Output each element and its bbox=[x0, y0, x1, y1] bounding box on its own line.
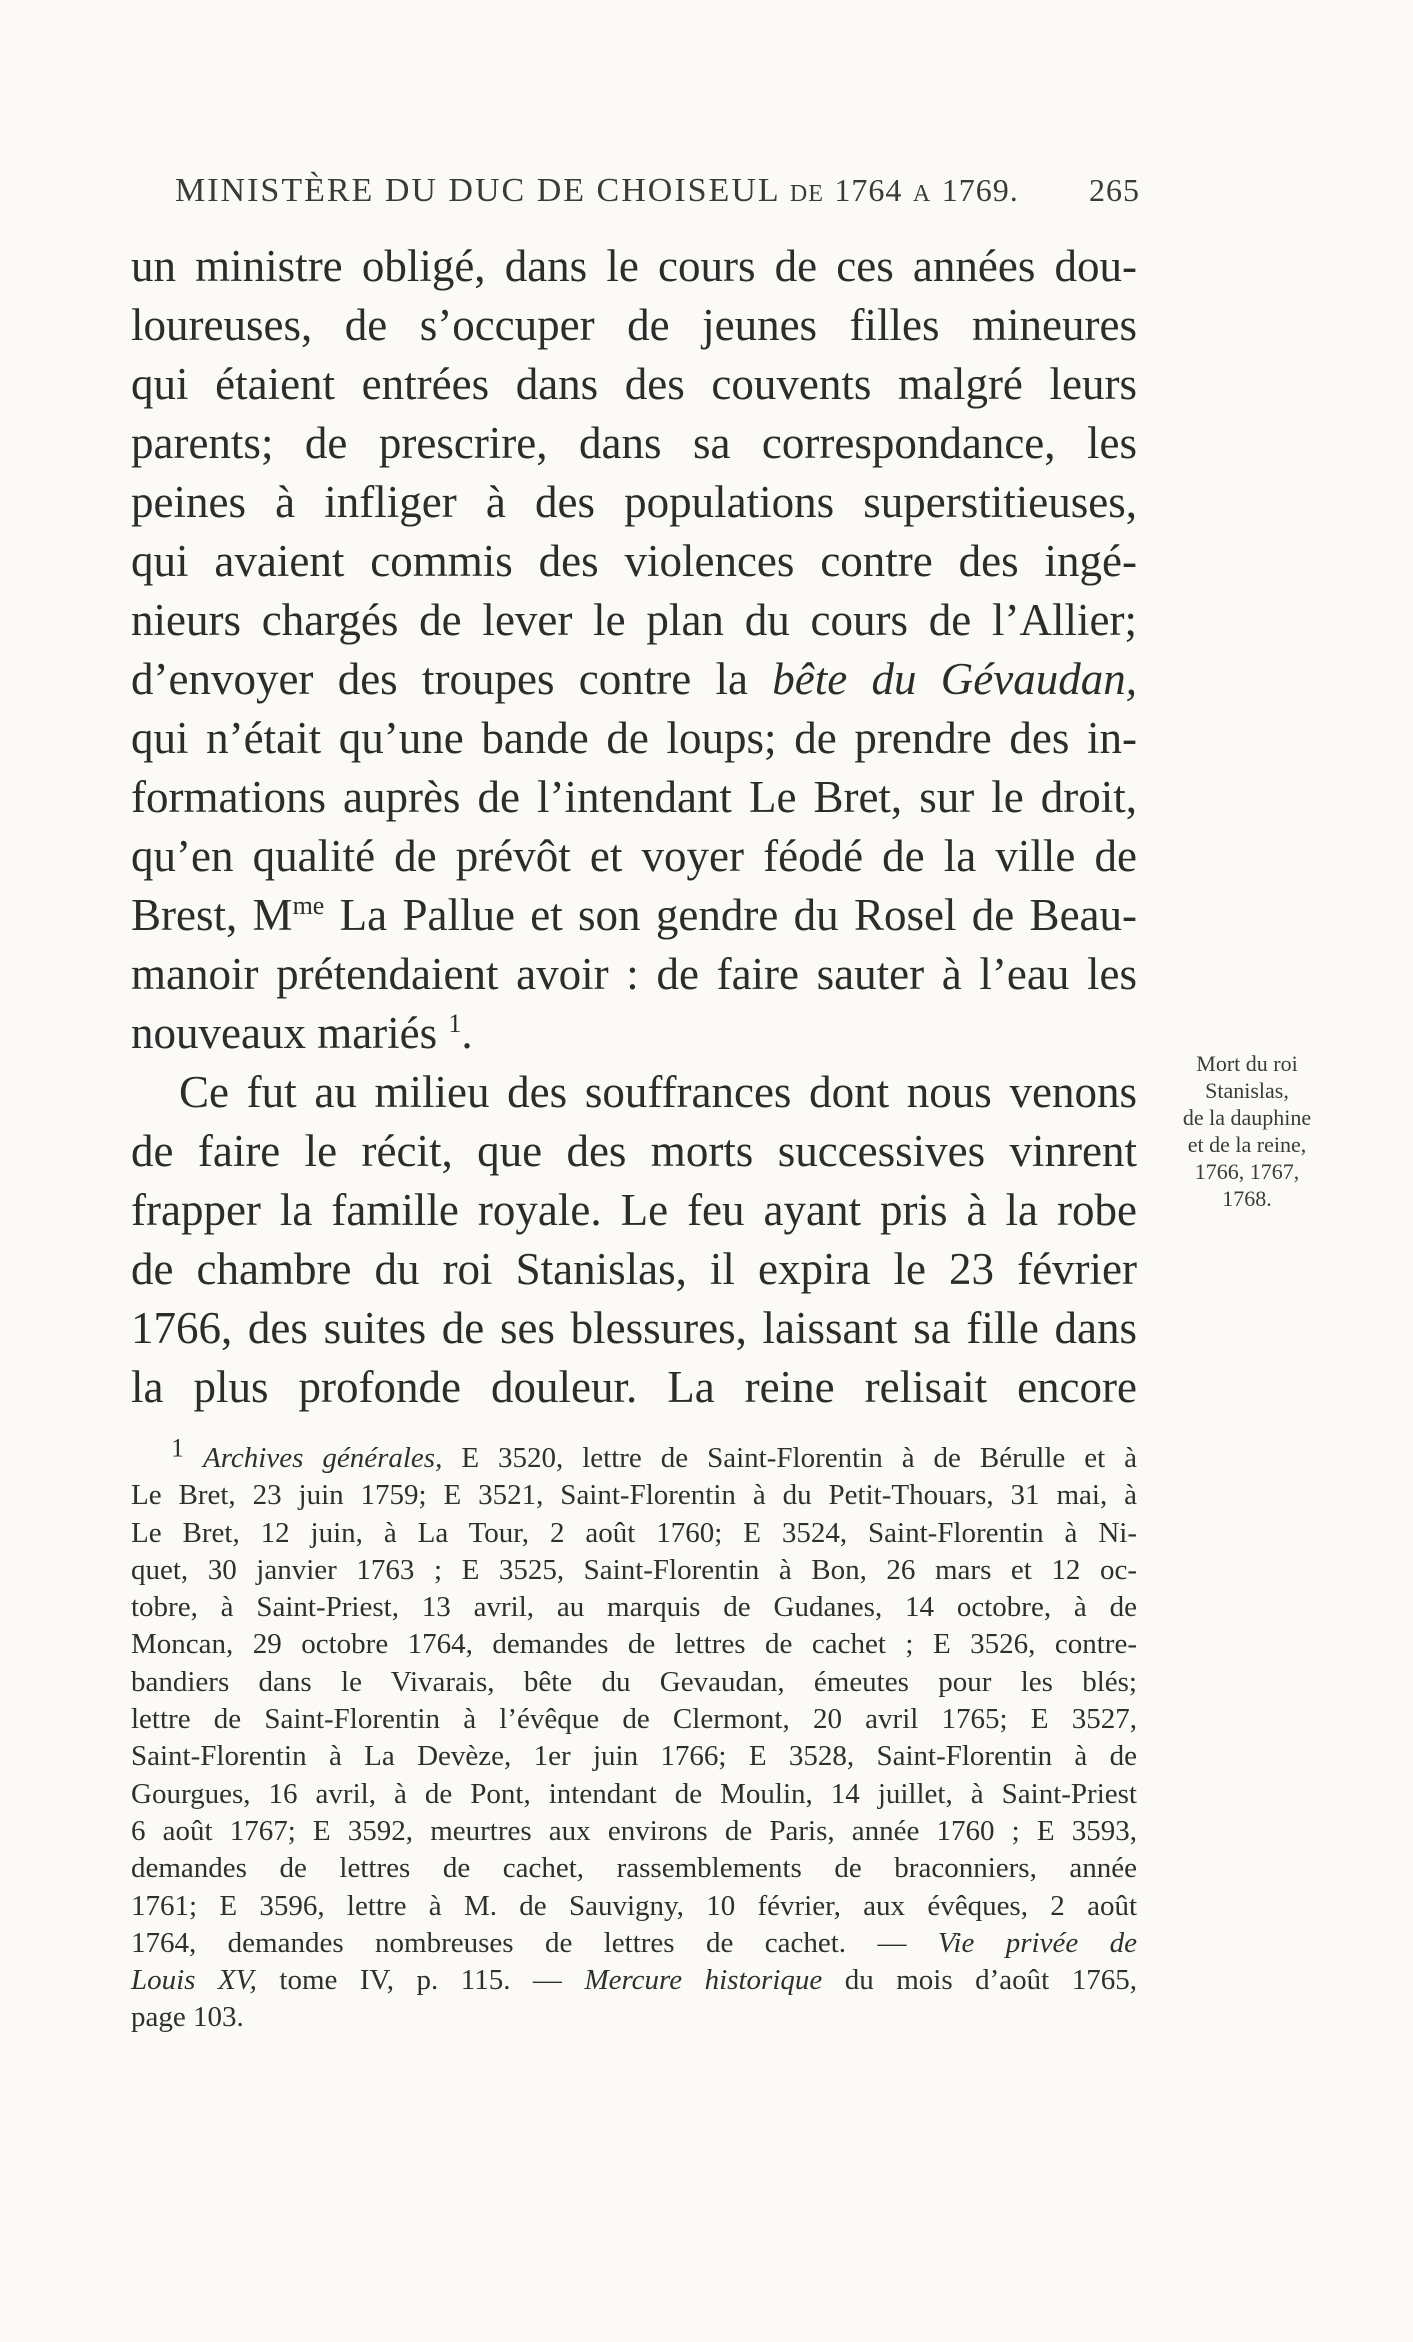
body-line: un ministre obligé, dans le cours de ces années dou- bbox=[131, 241, 1137, 291]
footnote-line bbox=[131, 1925, 1137, 1962]
margin-note bbox=[1152, 1050, 1342, 1212]
page-number: 265 bbox=[1089, 172, 1140, 208]
body-line: formations auprès de l’intendant Le Bret, sur le droit, bbox=[131, 772, 1137, 822]
footnote-line: tobre, à Saint-Priest, 13 avril, au marquis de Gudanes, 14 octobre, à de bbox=[131, 1591, 1137, 1624]
body-text bbox=[131, 237, 1137, 1417]
body-line bbox=[131, 886, 1137, 945]
body-line: qui avaient commis des violences contre des ingé- bbox=[131, 536, 1137, 586]
body-line: loureuses, de s’occuper de jeunes filles mineures bbox=[131, 300, 1137, 350]
paragraph-line: Ce fut au milieu des souffrances dont nous venons bbox=[179, 1067, 1137, 1117]
footnote-text-segment: 1764, demandes nombreuses de lettres de cachet. — bbox=[131, 1926, 938, 1959]
body-text-segment: d’envoyer des troupes contre la bbox=[131, 654, 773, 704]
header-date-start: 1764 bbox=[834, 172, 903, 208]
footnote-text-segment: tome IV, p. 115. — bbox=[256, 1964, 585, 1997]
body-line: peines à infliger à des populations superstitieuses, bbox=[131, 477, 1137, 527]
header-title bbox=[175, 172, 1019, 210]
footnote-line: demandes de lettres de cachet, rassemblements de braconniers, année bbox=[131, 1852, 1137, 1885]
body-line: qu’en qualité de prévôt et voyer féodé de la ville de bbox=[131, 831, 1137, 881]
footnote-text-segment: E 3520, lettre de Saint-Florentin à de Bérulle et à bbox=[442, 1442, 1138, 1474]
paragraph-line: frapper la famille royale. Le feu ayant pris à la robe bbox=[131, 1185, 1137, 1235]
footnote-line: Le Bret, 23 juin 1759; E 3521, Saint-Florentin à du Petit-Thouars, 31 mai, à bbox=[131, 1479, 1137, 1512]
paragraph-line: de faire le récit, que des morts successives vinrent bbox=[131, 1126, 1137, 1176]
body-line: qui étaient entrées dans des couvents malgré leurs bbox=[131, 359, 1137, 409]
body-line: manoir prétendaient avoir : de faire sauter à l’eau les bbox=[131, 949, 1137, 999]
footnote bbox=[131, 1433, 1138, 2037]
footnote-line: lettre de Saint-Florentin à l’évêque de Clermont, 20 avril 1765; E 3527, bbox=[131, 1703, 1137, 1736]
margin-note-line: de la dauphine bbox=[1182, 1105, 1312, 1130]
margin-note-line: 1768. bbox=[1222, 1186, 1272, 1211]
margin-note-line: Mort du roi bbox=[1196, 1051, 1298, 1076]
footnote-line: Saint-Florentin à La Devèze, 1er juin 1766; E 3528, Saint-Florentin à de bbox=[131, 1740, 1137, 1773]
body-text-segment: . bbox=[461, 1008, 473, 1058]
paragraph-line: 1766, des suites de ses blessures, laissant sa fille dans bbox=[131, 1303, 1137, 1353]
margin-note-line: et de la reine, bbox=[1187, 1132, 1307, 1157]
footnote-title: Vie privée de bbox=[937, 1926, 1137, 1959]
body-line: parents; de prescrire, dans sa correspondance, les bbox=[131, 418, 1137, 468]
footnote-line: Gourgues, 16 avril, à de Pont, intendant de Moulin, 14 juillet, à Saint-Priest bbox=[131, 1777, 1137, 1810]
footnote-reference: 1 bbox=[448, 1009, 462, 1038]
footnote-line: 1761; E 3596, lettre à M. de Sauvigny, 10 février, aux évêques, 2 août bbox=[131, 1889, 1137, 1922]
header-title-de: DE bbox=[789, 181, 824, 207]
footnote-line: Moncan, 29 octobre 1764, demandes de lettres de cachet ; E 3526, contre- bbox=[131, 1628, 1137, 1661]
footnote-text-segment: du mois d’août 1765, bbox=[822, 1964, 1137, 1997]
footnote-source: Archives générales, bbox=[202, 1442, 443, 1474]
footnote-line bbox=[131, 1433, 1138, 1477]
footnote-line: page 103. bbox=[131, 2001, 244, 2034]
footnote-title: Louis XV, bbox=[131, 1964, 257, 1997]
body-line bbox=[131, 650, 1137, 709]
header-date-end: 1769. bbox=[941, 172, 1019, 208]
margin-note-line: Stanislas, bbox=[1205, 1078, 1289, 1103]
paragraph-line: de chambre du roi Stanislas, il expira le 23 février bbox=[131, 1244, 1137, 1294]
footnote-line: bandiers dans le Vivarais, bête du Gevaudan, émeutes pour les blés; bbox=[131, 1665, 1137, 1698]
header-title-a: A bbox=[912, 181, 932, 207]
footnote-line bbox=[131, 1962, 1137, 1999]
footnote-line: quet, 30 janvier 1763 ; E 3525, Saint-Florentin à Bon, 26 mars et 12 oc- bbox=[131, 1553, 1137, 1586]
paragraph-line: la plus profonde douleur. La reine relisait encore bbox=[131, 1362, 1137, 1412]
footnote-line: Le Bret, 12 juin, à La Tour, 2 août 1760; E 3524, Saint-Florentin à Ni- bbox=[131, 1516, 1137, 1549]
margin-note-line: 1766, 1767, bbox=[1194, 1159, 1300, 1184]
header-title-text: MINISTÈRE DU DUC DE CHOISEUL bbox=[175, 172, 780, 209]
body-text-segment: Brest, M bbox=[131, 890, 293, 940]
body-line: qui n’était qu’une bande de loups; de prendre des in- bbox=[131, 713, 1137, 763]
italic-phrase: bête du Gévaudan, bbox=[772, 654, 1137, 704]
body-text-segment: La Pallue et son gendre du Rosel de Beau- bbox=[324, 890, 1138, 940]
footnote-title: Mercure historique bbox=[584, 1964, 823, 1997]
body-line: nieurs chargés de lever le plan du cours de l’Allier; bbox=[131, 595, 1137, 645]
body-text-segment: nouveaux mariés bbox=[131, 1008, 449, 1058]
running-header bbox=[175, 172, 1140, 210]
footnote-marker: 1 bbox=[171, 1433, 184, 1463]
footnote-line: 6 août 1767; E 3592, meurtres aux environs de Paris, année 1760 ; E 3593, bbox=[131, 1814, 1137, 1847]
superscript: me bbox=[292, 891, 325, 920]
body-line bbox=[131, 1004, 1137, 1063]
